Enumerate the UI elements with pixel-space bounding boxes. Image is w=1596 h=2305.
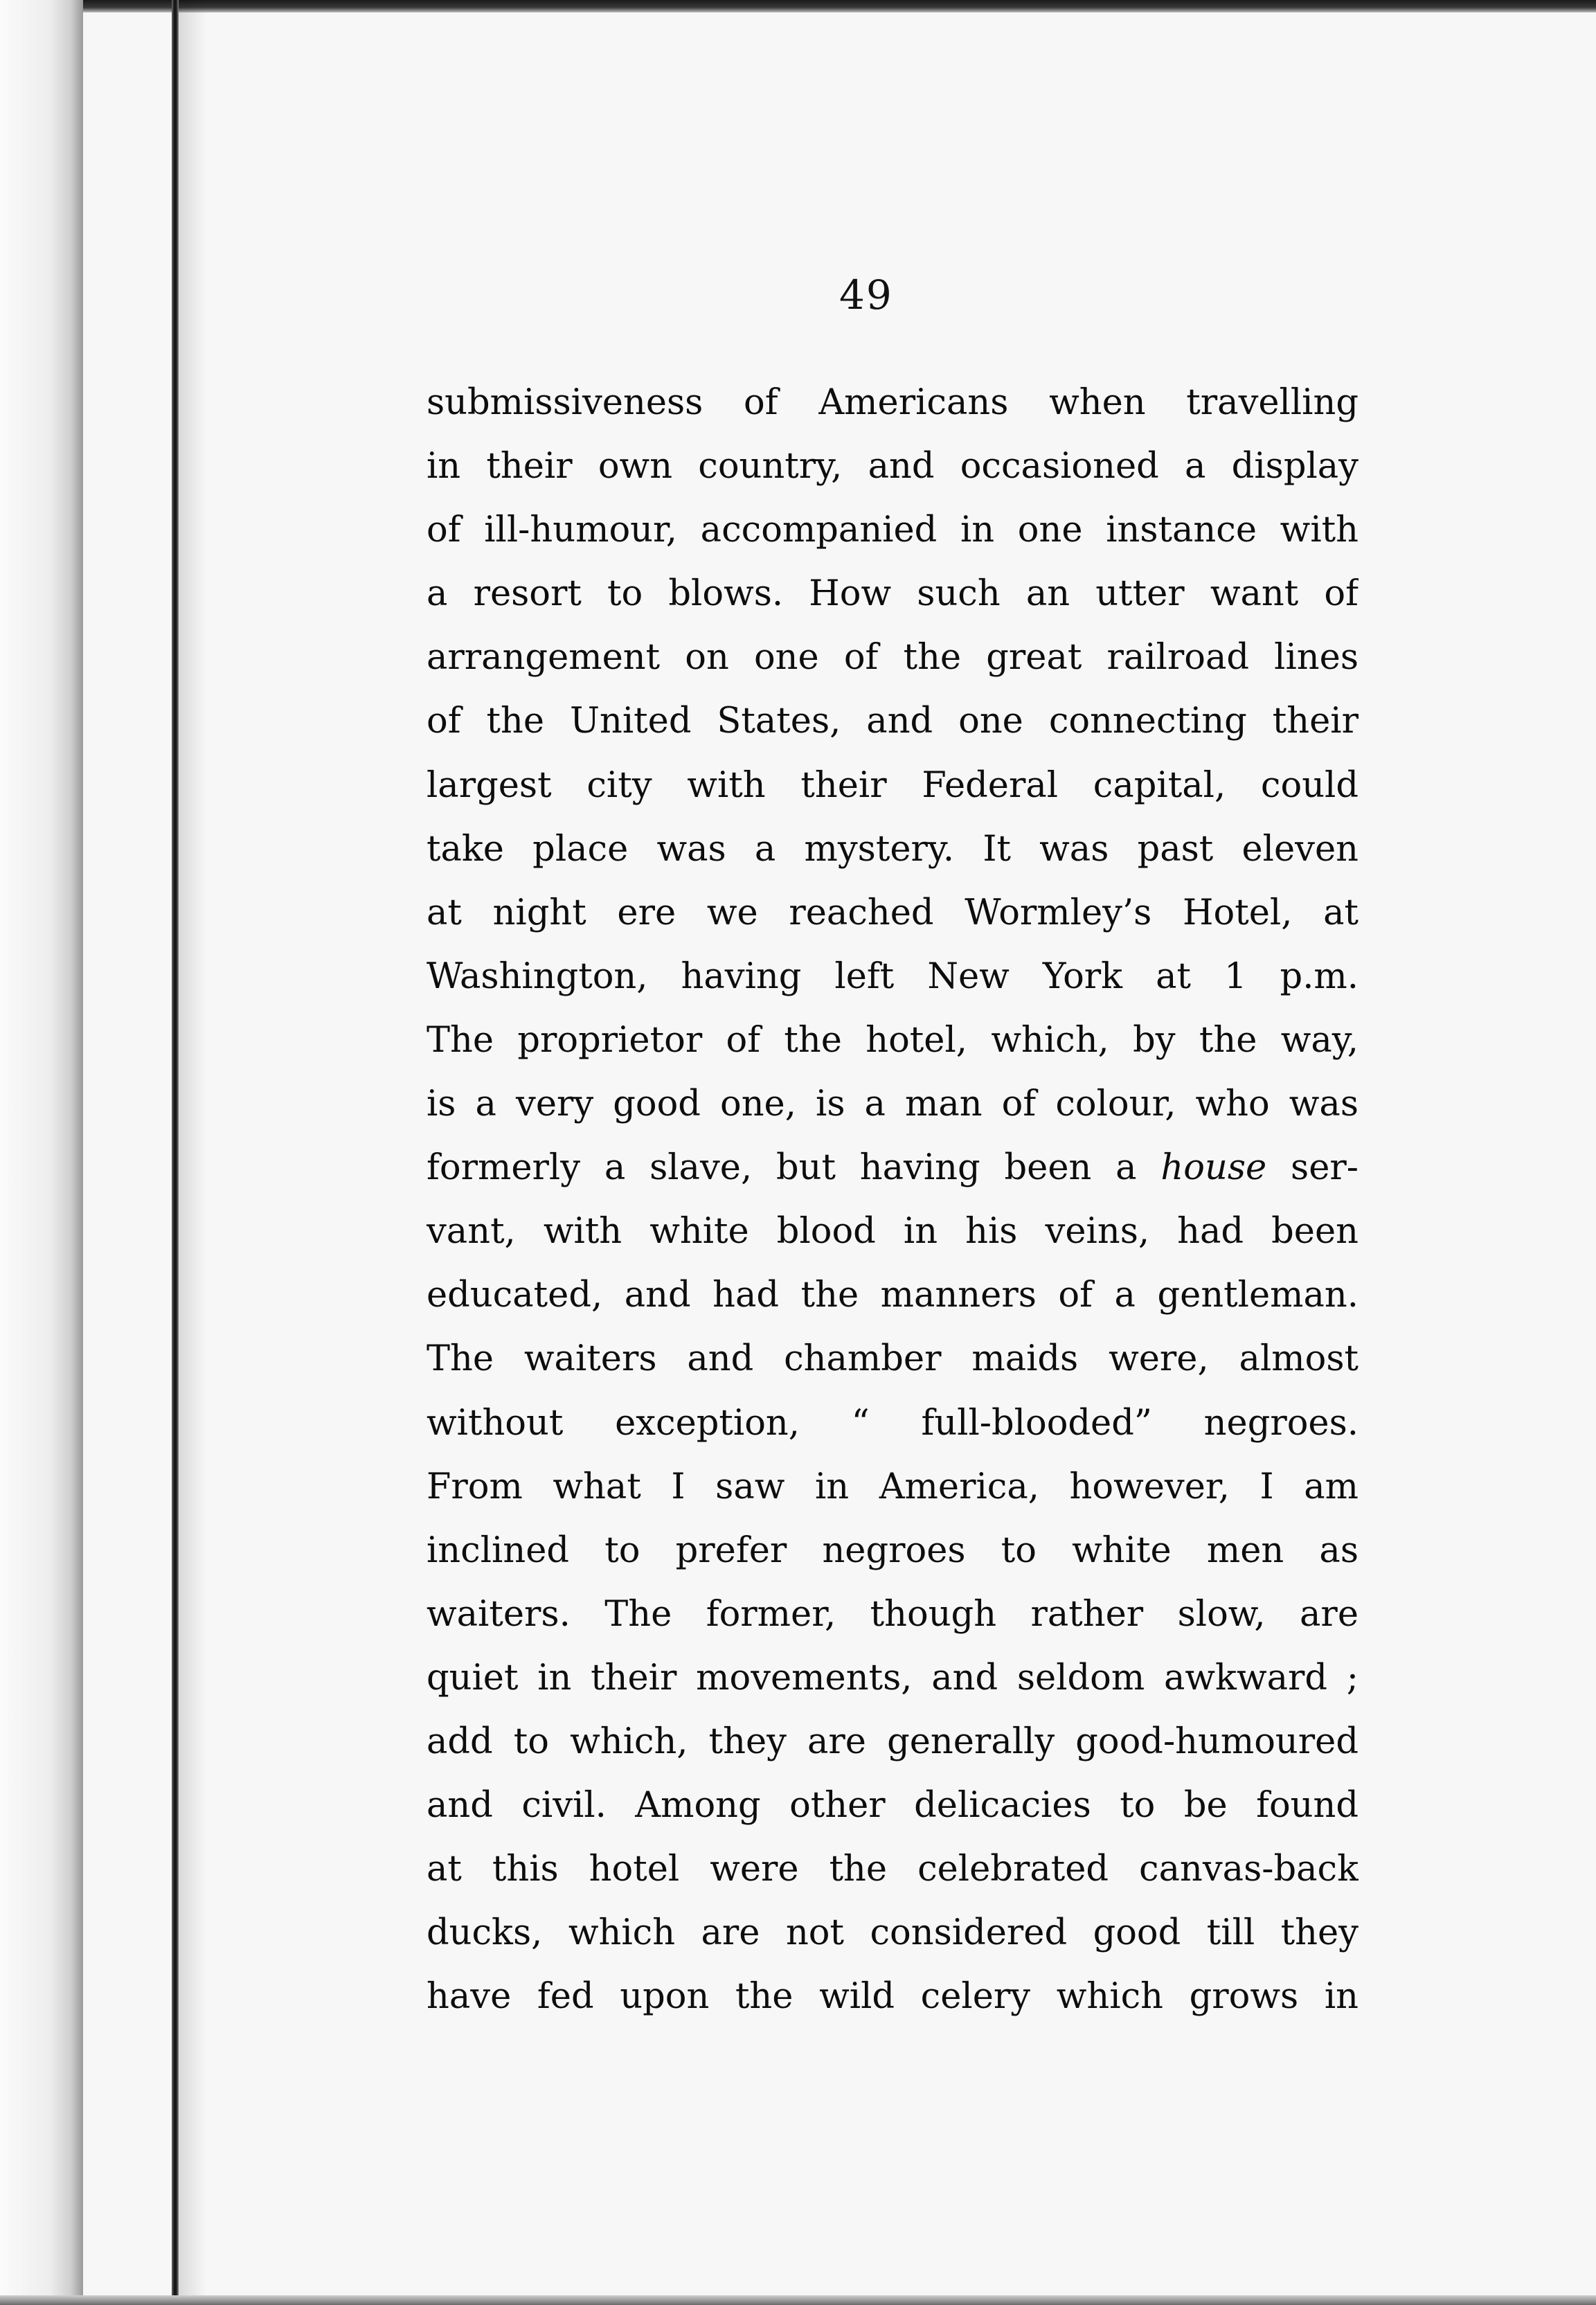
body-text: [427, 371, 1359, 2029]
text-line-8: take place was a mystery. It was past eleven: [427, 828, 1359, 870]
text-line-18: From what I saw in America, however, I am: [427, 1466, 1359, 1507]
text-line-7: largest city with their Federal capital, could: [427, 764, 1359, 806]
page-number: 49: [839, 271, 893, 319]
text-line-23: and civil. Among other delicacies to be found: [427, 1785, 1359, 1827]
italic-word-house: house: [1160, 1147, 1267, 1189]
text-line-6: of the United States, and one connecting their: [427, 701, 1359, 742]
text-line-13-end: ser-: [1291, 1147, 1359, 1189]
text-line-11: The proprietor of the hotel, which, by the way,: [427, 1019, 1359, 1061]
top-edge-shadow: [0, 0, 1596, 12]
text-line-22: add to which, they are generally good-humoured: [427, 1721, 1359, 1762]
text-line-16: The waiters and chamber maids were, almost: [427, 1338, 1359, 1380]
text-line-3: of ill-humour, accompanied in one instance with: [427, 510, 1359, 551]
text-line-15: educated, and had the manners of a gentleman.: [427, 1275, 1359, 1316]
text-line-20: waiters. The former, though rather slow, are: [427, 1593, 1359, 1635]
text-line-12: is a very good one, is a man of colour, who was: [427, 1084, 1359, 1125]
text-line-5: arrangement on one of the great railroad lines: [427, 637, 1359, 679]
text-line-9: at night ere we reached Wormley’s Hotel, at: [427, 892, 1359, 933]
book-gutter: [172, 0, 179, 2305]
text-line-26: have fed upon the wild celery which grows in: [427, 1976, 1359, 2018]
text-line-14: vant, with white blood in his veins, had been: [427, 1211, 1359, 1253]
text-line-24: at this hotel were the celebrated canvas-back: [427, 1849, 1359, 1890]
text-line-13: [427, 1136, 1359, 1200]
text-line-1: submissiveness of Americans when travelling: [427, 382, 1359, 423]
left-page-edge: [0, 0, 83, 2305]
text-line-10: Washington, having left New York at 1 p.m.: [427, 956, 1359, 997]
text-line-2: in their own country, and occasioned a display: [427, 446, 1359, 487]
text-line-17: without exception, “ full-blooded” negroes.: [427, 1402, 1359, 1444]
gutter-shadow: [179, 0, 206, 2305]
text-line-19: inclined to prefer negroes to white men as: [427, 1530, 1359, 1571]
text-line-4: a resort to blows. How such an utter want of: [427, 573, 1359, 615]
text-line-13-start: formerly a slave, but having been a: [427, 1147, 1137, 1189]
bottom-edge-shadow: [0, 2295, 1596, 2305]
text-line-21: quiet in their movements, and seldom awkward ;: [427, 1657, 1359, 1698]
text-line-25: ducks, which are not considered good till they: [427, 1912, 1359, 1954]
